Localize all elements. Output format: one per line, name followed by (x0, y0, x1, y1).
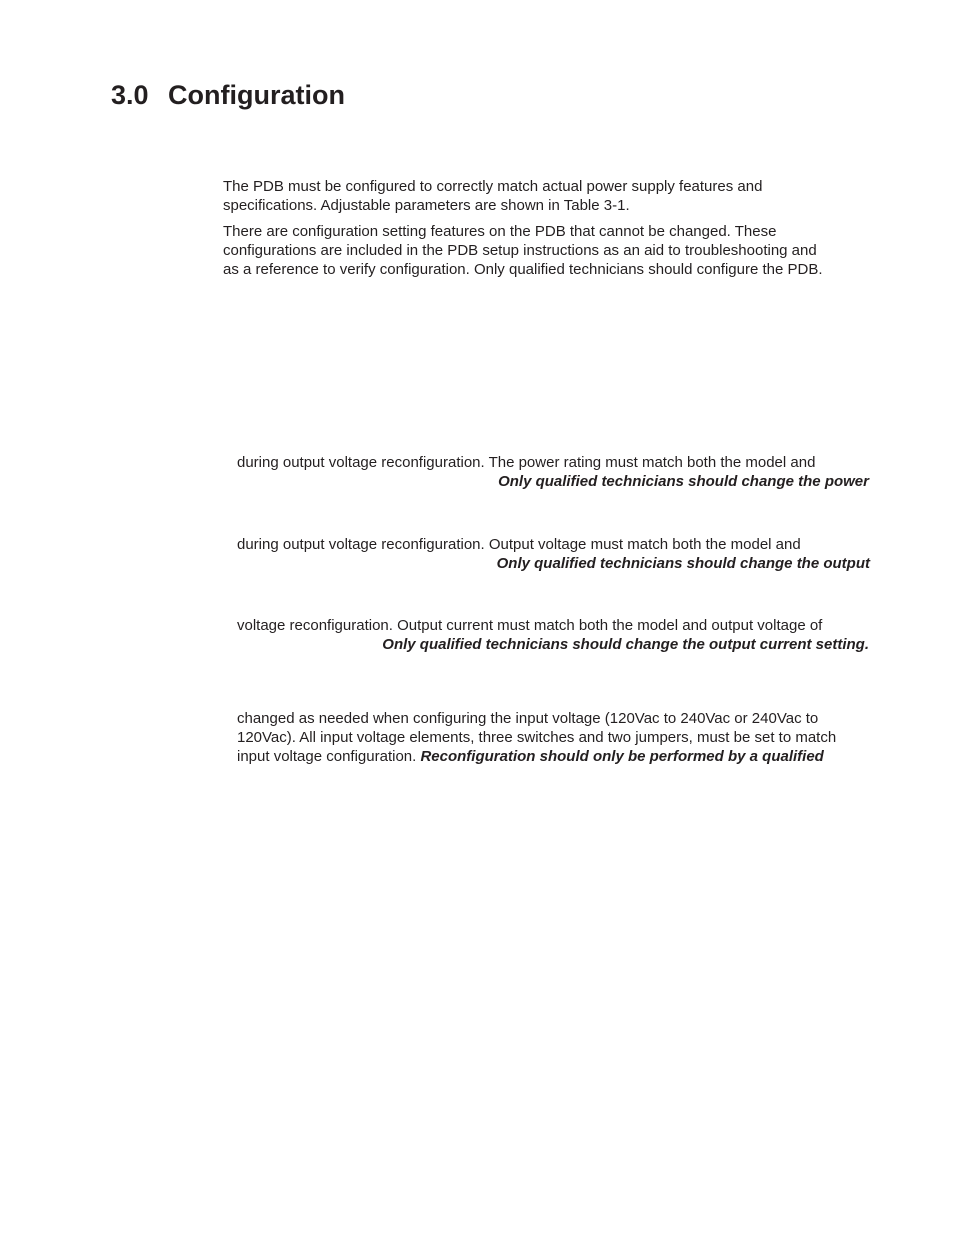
section-title: Configuration (168, 80, 345, 110)
output-current-warning: Only qualified technicians should change the output current setting. (382, 636, 869, 653)
intro-p2-line: configurations are included in the PDB setup instructions as an aid to troubleshooting and (223, 242, 817, 259)
input-voltage-warning: Reconfiguration should only be performed by a qualified (420, 748, 824, 765)
output-voltage-paragraph (237, 535, 870, 573)
output-current-paragraph (237, 616, 869, 654)
section-heading (111, 78, 345, 112)
output-current-text: voltage reconfiguration. Output current must match both the model and output voltage of (237, 617, 823, 634)
intro-paragraph-2 (223, 222, 823, 279)
input-voltage-text: 120Vac). All input voltage elements, three switches and two jumpers, must be set to match (237, 729, 837, 746)
input-voltage-text: input voltage configuration. (237, 748, 421, 765)
input-voltage-paragraph (237, 709, 836, 766)
power-rating-warning: Only qualified technicians should change the power (498, 473, 869, 490)
intro-p2-line: There are configuration setting features on the PDB that cannot be changed. These (223, 223, 777, 240)
intro-p2-line: as a reference to verify configuration. Only qualified technicians should configure the PDB. (223, 261, 823, 278)
output-voltage-text: during output voltage reconfiguration. Output voltage must match both the model and (237, 536, 801, 553)
power-rating-paragraph (237, 453, 869, 491)
input-voltage-line3 (237, 747, 836, 766)
intro-p1-line: specifications. Adjustable parameters are shown in Table 3-1. (223, 197, 630, 214)
section-number: 3.0 (111, 80, 149, 110)
input-voltage-text: changed as needed when configuring the input voltage (120Vac to 240Vac or 240Vac to (237, 710, 819, 727)
intro-paragraph-1 (223, 177, 762, 215)
intro-p1-line: The PDB must be configured to correctly match actual power supply features and (223, 178, 763, 195)
output-voltage-warning: Only qualified technicians should change the output (496, 555, 870, 572)
power-rating-text: during output voltage reconfiguration. The power rating must match both the model and (237, 454, 816, 471)
